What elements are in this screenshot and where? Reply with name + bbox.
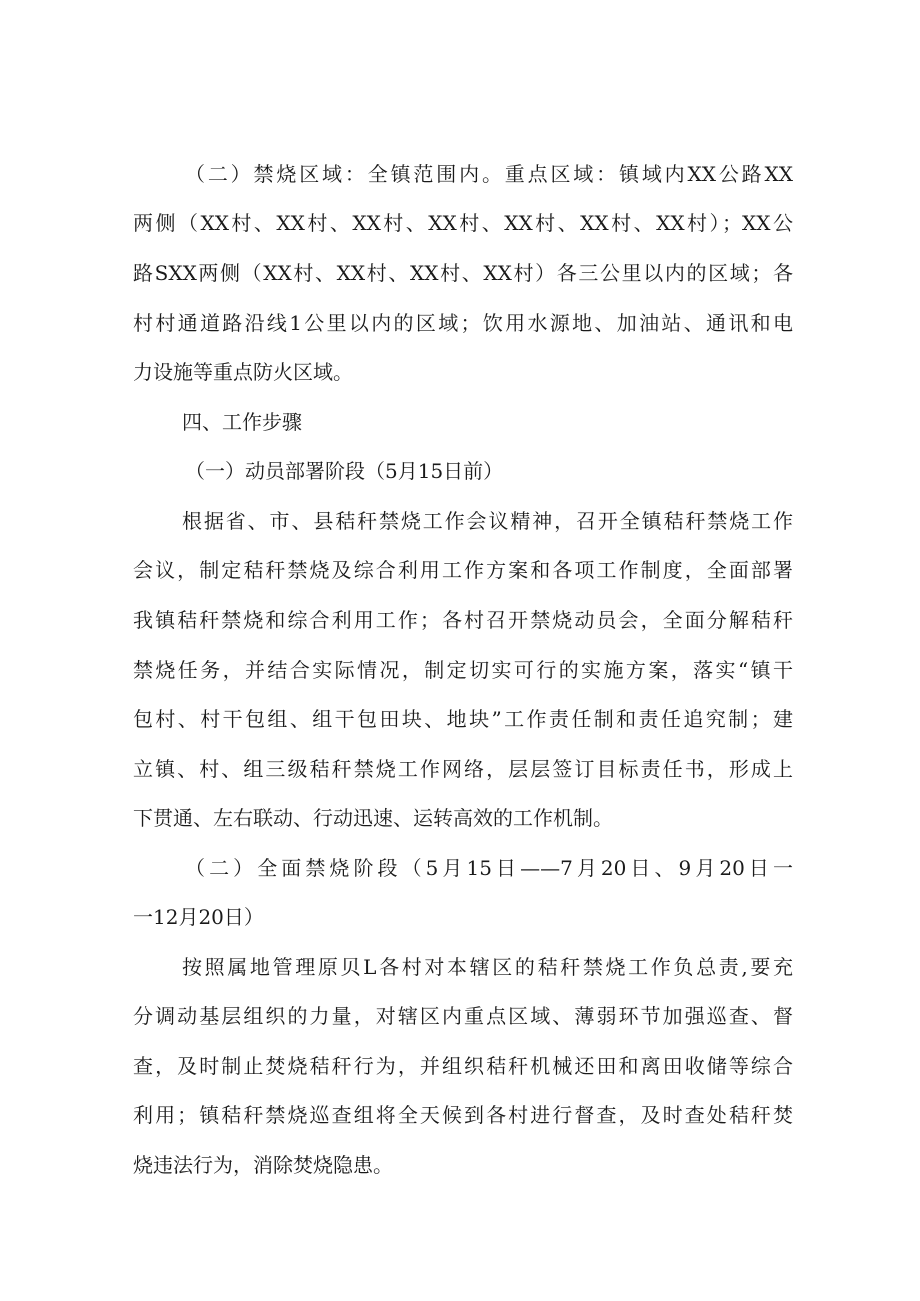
paragraph-line: （二）禁烧区域：全镇范围内。重点区域：镇域内XX公路XX [185, 162, 793, 186]
paragraph-line: 下贯通、左右联动、行动迅速、运转高效的工作机制。 [133, 806, 613, 830]
paragraph-line: 村村通道路沿线1公里以内的区域；饮用水源地、加油站、通讯和电 [133, 311, 793, 335]
paragraph-line: 力设施等重点防火区域。 [133, 360, 353, 384]
paragraph-line: 烧违法行为，消除焚烧隐患。 [133, 1153, 393, 1177]
paragraph-line: 禁烧任务，并结合实际情况，制定切实可行的实施方案，落实“镇干 [133, 658, 793, 682]
subsection-heading-continued: 一12月20日） [133, 905, 264, 929]
paragraph-line: 两侧（XX村、XX村、XX村、XX村、XX村、XX村、XX村）；XX公 [133, 211, 793, 235]
paragraph-line: 立镇、村、组三级秸秆禁烧工作网络，层层签订目标责任书，形成上 [133, 757, 793, 781]
paragraph-line: 我镇秸秆禁烧和综合利用工作；各村召开禁烧动员会，全面分解秸秆 [133, 608, 793, 632]
section-heading: 四、工作步骤 [182, 410, 302, 434]
subsection-heading: （一）动员部署阶段（5月15日前） [185, 459, 504, 483]
paragraph-line: 路SXX两侧（XX村、XX村、XX村、XX村）各三公里以内的区域；各 [133, 261, 793, 285]
paragraph-line: 按照属地管理原贝L各村对本辖区的秸秆禁烧工作负总责,要充 [182, 955, 793, 979]
paragraph-line: 分调动基层组织的力量，对辖区内重点区域、薄弱环节加强巡查、督 [133, 1004, 793, 1028]
subsection-heading: （二）全面禁烧阶段（5月15日——7月20日、9月20日一 [185, 856, 793, 880]
paragraph-line: 会议，制定秸秆禁烧及综合利用工作方案和各项工作制度，全面部署 [133, 558, 793, 582]
paragraph-line: 包村、村干包组、组干包田块、地块”工作责任制和责任追究制；建 [133, 707, 793, 731]
paragraph-line: 根据省、市、县秸秆禁烧工作会议精神，召开全镇秸秆禁烧工作 [182, 509, 793, 533]
paragraph-line: 利用；镇秸秆禁烧巡查组将全天候到各村进行督查，及时查处秸秆焚 [133, 1103, 793, 1127]
paragraph-line: 查，及时制止焚烧秸秆行为，并组织秸秆机械还田和离田收储等综合 [133, 1054, 793, 1078]
